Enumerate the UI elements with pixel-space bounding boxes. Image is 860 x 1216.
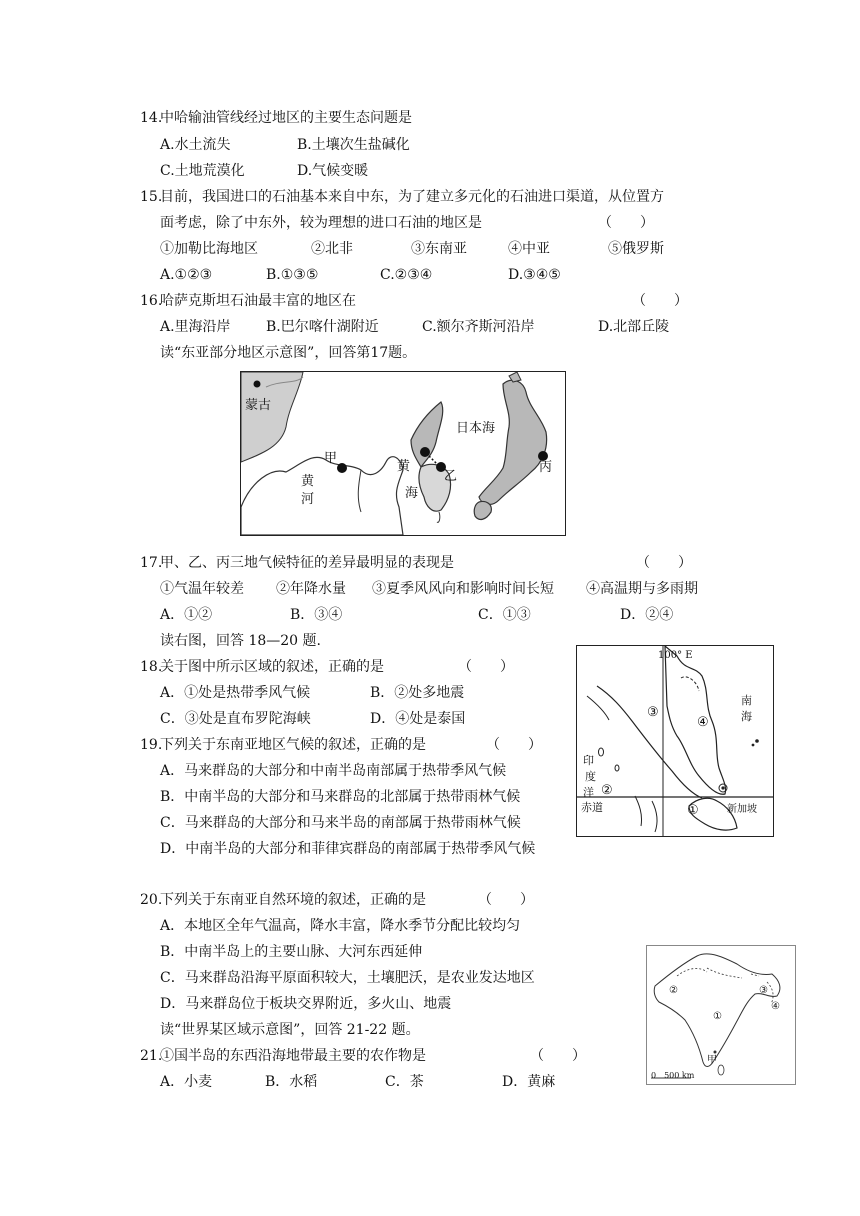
sea-of-japan-label: 日本海 xyxy=(456,421,496,436)
indian-ocean-label-2: 度 xyxy=(585,770,596,783)
q15-option-c: C.②③④ xyxy=(380,267,433,283)
scale-bar-label: 0 500 km xyxy=(651,1071,695,1080)
q17-item-3: ③夏季风风向和影响时间长短 xyxy=(372,581,554,597)
q19-stem: 下列关于东南亚地区气候的叙述，正确的是 xyxy=(160,737,426,753)
q20-option-d: D．马来群岛位于板块交界附近，多火山、地震 xyxy=(160,996,452,1012)
q16-option-a: A.里海沿岸 xyxy=(160,319,231,335)
q15-stem-line2: 面考虑，除了中东外，较为理想的进口石油的地区是 xyxy=(160,215,482,231)
q16-option-d: D.北部丘陵 xyxy=(598,319,670,335)
q17-reading-instruction: 读“东亚部分地区示意图”，回答第17题。 xyxy=(160,345,417,361)
q17-number: 17. xyxy=(140,555,163,571)
q18-option-a: A．①处是热带季风气候 xyxy=(160,685,311,701)
point-bing-label: 丙 xyxy=(539,460,553,475)
q17-option-c: C．①③ xyxy=(478,607,531,623)
q14-stem: 中哈输油管线经过地区的主要生态问题是 xyxy=(160,110,412,126)
q18-reading-instruction: 读右图，回答 18—20 题. xyxy=(160,633,321,649)
q20-option-c: C．马来群岛沿海平原面积较大，土壤肥沃，是农业发达地区 xyxy=(160,970,535,986)
q14-option-d: D.气候变暖 xyxy=(297,163,369,179)
longitude-100e-label: 100° E xyxy=(658,650,693,661)
region-1-marker: ① xyxy=(713,1011,722,1022)
q21-option-d: D．黄麻 xyxy=(502,1074,556,1090)
east-asia-map-drawing xyxy=(241,372,565,535)
q17-item-1: ①气温年较差 xyxy=(160,581,244,597)
region-3-marker: ③ xyxy=(647,705,659,720)
q14-option-b: B.土壤次生盐碱化 xyxy=(297,137,410,153)
q20-stem: 下列关于东南亚自然环境的叙述，正确的是 xyxy=(160,892,426,908)
yellow-river-label-1: 黄 xyxy=(301,474,315,489)
q18-option-c: C．③处是直布罗陀海峡 xyxy=(160,711,311,727)
q15-item-5: ⑤俄罗斯 xyxy=(608,241,664,257)
south-asia-map xyxy=(646,945,796,1085)
q14-option-c: C.土地荒漠化 xyxy=(160,163,245,179)
point-jia-label: 甲 xyxy=(707,1055,717,1066)
q17-item-2: ②年降水量 xyxy=(276,581,346,597)
q17-option-d: D．②④ xyxy=(620,607,674,623)
region-2-marker: ② xyxy=(669,985,678,996)
q15-answer-paren: （ ） xyxy=(598,215,654,231)
region-4-marker: ④ xyxy=(697,715,709,730)
q17-stem: 甲、乙、丙三地气候特征的差异最明显的表现是 xyxy=(160,555,454,571)
q19-option-d: D．中南半岛的大部分和菲律宾群岛的南部属于热带季风气候 xyxy=(160,841,536,857)
region-2-marker: ② xyxy=(601,783,613,798)
q20-answer-paren: （ ） xyxy=(478,892,534,908)
q20-option-a: A．本地区全年气温高，降水丰富，降水季节分配比较均匀 xyxy=(160,918,521,934)
q15-item-2: ②北非 xyxy=(311,241,353,257)
q16-answer-paren: （ ） xyxy=(632,293,688,309)
q21-option-a: A．小麦 xyxy=(160,1074,213,1090)
q19-option-a: A．马来群岛的大部分和中南半岛南部属于热带季风气候 xyxy=(160,763,507,779)
q19-option-b: B．中南半岛的大部分和马来群岛的北部属于热带雨林气候 xyxy=(160,789,521,805)
q18-option-b: B．②处多地震 xyxy=(370,685,465,701)
indian-ocean-label-3: 洋 xyxy=(583,786,594,799)
indian-ocean-label-1: 印 xyxy=(583,754,594,767)
q21-answer-paren: （ ） xyxy=(530,1048,586,1064)
q15-stem-line1: 目前，我国进口的石油基本来自中东，为了建立多元化的石油进口渠道，从位置方 xyxy=(160,189,664,205)
q18-option-d: D．④处是泰国 xyxy=(370,711,466,727)
q17-answer-paren: （ ） xyxy=(636,555,692,571)
q19-option-c: C．马来群岛的大部分和马来半岛的南部属于热带雨林气候 xyxy=(160,815,521,831)
yellow-sea-label-1: 黄 xyxy=(397,459,411,474)
q20-number: 20. xyxy=(140,892,163,908)
q15-item-4: ④中亚 xyxy=(508,241,550,257)
q16-number: 16. xyxy=(140,293,163,309)
yellow-river-label-2: 河 xyxy=(301,492,315,507)
q21-option-c: C．茶 xyxy=(385,1074,424,1090)
region-3-marker: ③ xyxy=(759,985,768,996)
q16-stem: 哈萨克斯坦石油最丰富的地区在 xyxy=(160,293,356,309)
point-jia-label: 甲 xyxy=(324,451,338,466)
q21-reading-instruction: 读“世界某区域示意图”，回答 21-22 题。 xyxy=(160,1022,420,1038)
region-1-marker: ① xyxy=(687,803,699,818)
q20-option-b: B．中南半岛上的主要山脉、大河东西延伸 xyxy=(160,944,423,960)
q17-option-a: A．①② xyxy=(160,607,213,623)
south-sea-label-1: 南 xyxy=(741,694,752,707)
point-yi-label: 乙 xyxy=(444,469,458,484)
equator-label: 赤道 xyxy=(581,801,603,814)
q15-option-d: D.③④⑤ xyxy=(508,267,561,283)
q15-item-3: ③东南亚 xyxy=(411,241,467,257)
q18-stem: 关于图中所示区域的叙述，正确的是 xyxy=(160,659,384,675)
q16-option-c: C.额尔齐斯河沿岸 xyxy=(422,319,535,335)
q14-option-a: A.水土流失 xyxy=(160,137,231,153)
q18-number: 18. xyxy=(140,659,163,675)
southeast-asia-map xyxy=(576,645,774,837)
east-asia-map xyxy=(240,371,566,536)
q15-option-a: A.①②③ xyxy=(160,267,213,283)
q15-option-b: B.①③⑤ xyxy=(266,267,319,283)
q19-answer-paren: （ ） xyxy=(486,737,542,753)
q16-option-b: B.巴尔喀什湖附近 xyxy=(266,319,379,335)
q21-option-b: B．水稻 xyxy=(265,1074,318,1090)
q17-option-b: B．③④ xyxy=(290,607,343,623)
q14-number: 14. xyxy=(140,110,163,126)
yellow-sea-label-2: 海 xyxy=(405,486,419,501)
region-4-marker: ④ xyxy=(771,1001,780,1012)
mongolia-label: 蒙古 xyxy=(245,398,272,413)
q18-answer-paren: （ ） xyxy=(458,659,514,675)
q17-item-4: ④高温期与多雨期 xyxy=(586,581,698,597)
q21-stem: ①国半岛的东西沿海地带最主要的农作物是 xyxy=(160,1048,426,1064)
q15-number: 15. xyxy=(140,189,163,205)
q21-number: 21. xyxy=(140,1048,163,1064)
singapore-label: 新加坡 xyxy=(727,804,757,815)
q19-number: 19. xyxy=(140,737,163,753)
south-sea-label-2: 海 xyxy=(741,710,752,723)
q15-item-1: ①加勒比海地区 xyxy=(160,241,258,257)
